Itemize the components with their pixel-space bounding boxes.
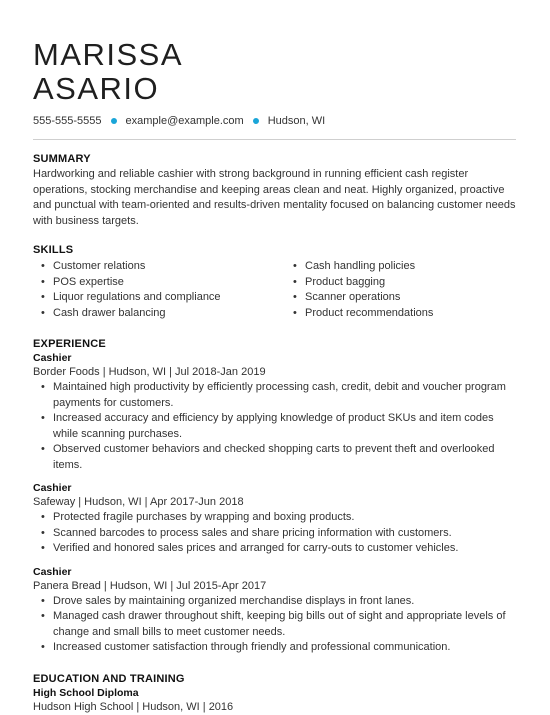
email-address: example@example.com (125, 115, 244, 127)
skills-column-right (285, 259, 433, 321)
phone-number: 555-555-5555 (33, 115, 102, 127)
job-title: Cashier (33, 565, 72, 578)
last-name: ASARIO (33, 71, 160, 106)
job-bullets (33, 510, 516, 557)
header-divider (33, 139, 516, 140)
skill-item: • Liquor regulations and compliance (33, 290, 285, 306)
job-bullet: • Observed customer behaviors and checked shopping carts to prevent theft and overlooked items. (33, 442, 516, 473)
skills-column-left (33, 259, 285, 321)
skills-heading: SKILLS (33, 244, 74, 256)
separator-dot-icon (111, 118, 117, 124)
job-meta: Panera Bread | Hudson, WI | Jul 2015-Apr 2017 (33, 579, 267, 592)
job-bullet: • Protected fragile purchases by wrapping and boxing products. (33, 510, 516, 526)
education-degree: High School Diploma (33, 686, 139, 699)
job-meta: Border Foods | Hudson, WI | Jul 2018-Jan 2019 (33, 366, 266, 378)
job-bullet: • Verified and honored sales prices and arranged for carry-outs to customer vehicles. (33, 541, 516, 557)
job-entry (33, 352, 516, 473)
skill-item: • Customer relations (33, 259, 285, 275)
job-entry (33, 566, 516, 656)
job-bullet: • Drove sales by maintaining organized merchandise displays in front lanes. (33, 594, 516, 610)
candidate-name (33, 38, 516, 106)
experience-heading: EXPERIENCE (33, 338, 106, 350)
job-bullet: • Increased customer satisfaction through friendly and professional communication. (33, 640, 516, 656)
job-bullets (33, 380, 516, 473)
job-meta: Safeway | Hudson, WI | Apr 2017-Jun 2018 (33, 496, 244, 508)
job-entry (33, 482, 516, 557)
summary-text: Hardworking and reliable cashier with strong background in running efficient cash register operations, stocking merchandise and keeping areas clean and neat. Highly organized, proactive and punctual with team-oriented and results-driven mentality focused on balancing customer needs with business targets. (33, 168, 516, 227)
first-name: MARISSA (33, 37, 184, 72)
skill-item: • Cash drawer balancing (33, 306, 285, 322)
skill-item: • Product bagging (285, 275, 433, 291)
skill-item: • POS expertise (33, 275, 285, 291)
skills-list (33, 259, 516, 321)
job-bullet: • Maintained high productivity by efficiently processing cash, credit, debit and voucher program payments for customers. (33, 380, 516, 411)
location: Hudson, WI (267, 115, 326, 127)
job-bullets (33, 594, 516, 656)
education-meta: Hudson High School | Hudson, WI | 2016 (33, 700, 234, 713)
skill-item: • Scanner operations (285, 290, 433, 306)
summary-heading: SUMMARY (33, 153, 91, 165)
job-bullet: • Scanned barcodes to process sales and share pricing information with customers. (33, 526, 516, 542)
separator-dot-icon (253, 118, 259, 124)
job-bullet: • Managed cash drawer throughout shift, keeping big bills out of sight and appropriate levels of change and small bills to meet customer needs. (33, 609, 516, 640)
education-heading: EDUCATION AND TRAINING (33, 672, 185, 685)
job-title: Cashier (33, 352, 72, 364)
skill-item: • Product recommendations (285, 306, 433, 322)
job-title: Cashier (33, 482, 72, 494)
job-bullet: • Increased accuracy and efficiency by applying knowledge of product SKUs and item codes while scanning purchases. (33, 411, 516, 442)
skill-item: • Cash handling policies (285, 259, 433, 275)
contact-line (33, 115, 516, 127)
